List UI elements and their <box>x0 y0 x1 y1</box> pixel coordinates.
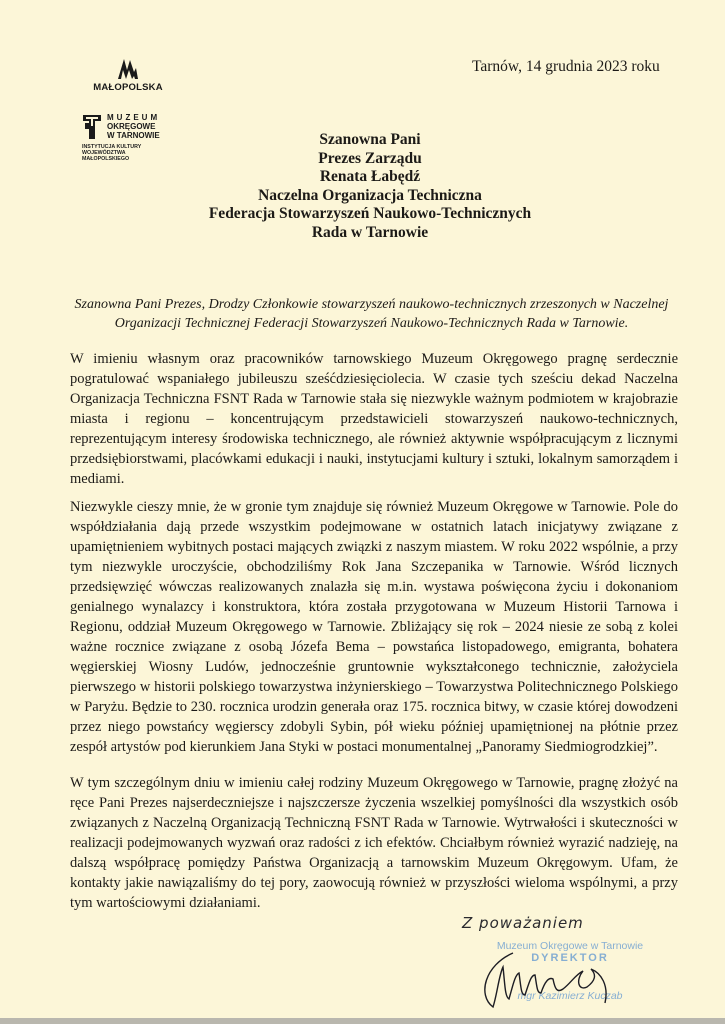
institution-line3: MAŁOPOLSKIEGO <box>82 156 130 162</box>
institution-line2: WOJEWÓDZTWA <box>82 150 126 156</box>
museum-mark-icon <box>82 114 102 140</box>
malopolska-logo <box>88 56 168 93</box>
body-paragraph-2: Niezwykle cieszy mnie, że w gronie tym znajduje się również Muzeum Okręgowe w Tarnowie. Pole do współdziałania dają przede wszystkim podejmowane w ostatnich latach inicjatywy związane z upamiętnieniem wybitnych postaci mających związki z naszym miastem. W roku 2022 wspólnie, a przy tym niezwykle uroczyście, obchodziliśmy Rok Jana Szczepanika w Tarnowie. Wśród licznych przedsięwzięć wówczas realizowanych znalazła się m.in. wystawa poświęcona życiu i dokonaniom genialnego wynalazcy i konstruktora, która została przygotowana w Muzeum Historii Tarnowa i Regionu, oddział Muzeum Okręgowego w Tarnowie. Zbliżający się rok – 2024 niesie ze sobą z kolei ważne rocznice związane z osobą Józefa Bema – powstańca listopadowego, emigranta, bohatera węgierskiej Wiosny Ludów, jednocześnie gruntownie wykształconego technicznie, założyciela pierwszego w historii polskiego towarzystwa inżynierskiego – Towarzystwa Politechnicznego Polskiego w Paryżu. Będzie to 230. rocznica urodzin generała oraz 175. rocznica bitwy, w czasie której dowodzeni przez niego powstańcy węgierscy zdobyli Sybin, pół wieku później upamiętnionej na płótnie przez zespół artystów pod kierunkiem Jana Styki w postaci monumentalnej „Panoramy Siedmiogrodzkiej”. <box>70 499 678 755</box>
body-paragraph-3: W tym szczególnym dniu w imieniu całej rodziny Muzeum Okręgowego w Tarnowie, pragnę złożyć na ręce Pani Prezes najserdeczniejsze i najszczersze życzenia wszelkiej pomyślności dla wszystkich osób związanych z Naczelną Organizacją Techniczną FSNT Rada w Tarnowie. Wytrwałości i skuteczności w realizacji podejmowanych wyzwań oraz radości z ich efektów. Chciałbym również wyrazić nadzieję, na dalszą współpracę pomiędzy Państwa Organizacją a tarnowskim Muzeum Okręgowym. Ufam, że kontakty jakie nawiązaliśmy do tej pory, zaowocują również w przyszłości wieloma wspólnymi, a przy tym wartościowymi działaniami. <box>70 775 678 911</box>
stamp-person: mgr Kazimierz Kuczab <box>517 990 623 1002</box>
museum-name-line3: W TARNOWIE <box>107 131 160 140</box>
signature-icon <box>475 945 645 1015</box>
scan-bottom-edge <box>0 1018 725 1024</box>
stamp-institution: Muzeum Okręgowe w Tarnowie <box>496 940 644 952</box>
malopolska-label: MAŁOPOLSKA <box>93 82 163 93</box>
malopolska-mountain-icon <box>115 56 141 80</box>
recipient-line: Federacja Stowarzyszeń Naukowo-Technicznych <box>208 205 532 222</box>
recipient-line: Naczelna Organizacja Techniczna <box>258 186 482 204</box>
recipient-block <box>150 131 590 242</box>
recipient-line: Rada w Tarnowie <box>311 223 429 241</box>
recipient-line: Szanowna Pani <box>319 131 421 148</box>
closing-handwritten: Z poważaniem <box>462 914 584 932</box>
body-paragraph-1: W imieniu własnym oraz pracowników tarnowskiego Muzeum Okręgowego pragnę serdecznie pogratulować wspaniałego jubileuszu sześćdziesięciolecia. W czasie tych sześciu dekad Naczelna Organizacja Techniczna FSNT Rada w Tarnowie stała się niezwykle ważnym podmiotem w krajobrazie miasta i regionu – koncentrującym przedstawicieli stowarzyszeń naukowo-technicznych, reprezentującym interesy środowiska technicznego, ale również aktywnie współpracującym z licznymi przedsiębiorstwami, placówkami edukacji i nauki, instytucjami kultury i sztuki, lokalnym samorządem i mediami. <box>70 351 678 487</box>
salutation: Szanowna Pani Prezes, Drodzy Członkowie stowarzyszeń naukowo-technicznych zrzeszonych w Naczelnej Organizacji Technicznej Federacji Stowarzyszeń Naukowo-Technicznych Rada w Tarnowie. <box>74 297 669 331</box>
museum-name-line1: MUZEUM <box>107 113 161 122</box>
recipient-line: Renata Łabędź <box>319 168 421 185</box>
institution-line1: INSTYTUCJA KULTURY <box>82 144 142 150</box>
stamp-title: DYREKTOR <box>531 952 609 964</box>
museum-name-line2: OKRĘGOWE <box>107 122 156 131</box>
letter-date: Tarnów, 14 grudnia 2023 roku <box>472 58 660 75</box>
recipient-line: Prezes Zarządu <box>318 149 422 167</box>
